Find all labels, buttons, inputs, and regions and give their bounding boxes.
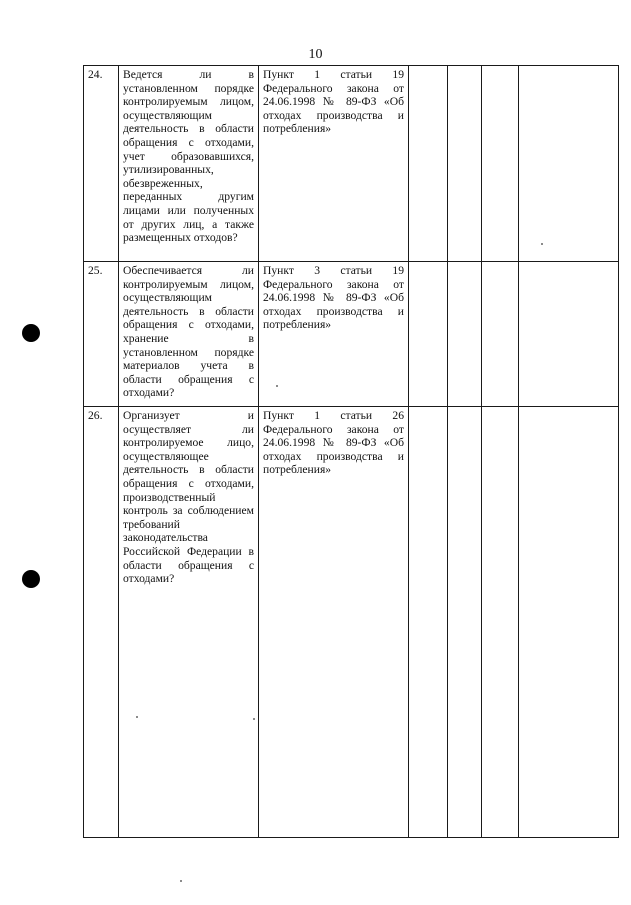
answer-no-cell[interactable] (448, 262, 482, 407)
answer-no-cell[interactable] (448, 66, 482, 262)
notes-cell[interactable] (519, 407, 619, 838)
punch-hole-bottom (22, 570, 40, 588)
legal-requirement-cell: Пункт 1 статьи 19 Федерального закона от 24.06.1998 № 89-ФЗ «Об отходах производства и потребления» (259, 66, 409, 262)
row-number: 26. (84, 407, 119, 838)
answer-yes-cell[interactable] (409, 66, 448, 262)
question-cell: Организует и осуществляет ли контролируемое лицо, осуществляющее деятельность в области обращения с отходами, производственный контроль за соблюдением требований законодательства Российской Федерации в области обращения с отходами? (119, 407, 259, 838)
page-number: 10 (308, 47, 323, 62)
scan-speck (180, 880, 182, 882)
row-number: 24. (84, 66, 119, 262)
notes-cell[interactable] (519, 66, 619, 262)
question-cell: Ведется ли в установленном порядке контролируемым лицом, осуществляющим деятельность в области обращения с отходами, учет образовавшихся, утилизированных, обезвреженных, переданных другим лицами или полученных от других лиц, а также размещенных отходов? (119, 66, 259, 262)
notes-cell[interactable] (519, 262, 619, 407)
row-number: 25. (84, 262, 119, 407)
answer-na-cell[interactable] (482, 66, 519, 262)
answer-no-cell[interactable] (448, 407, 482, 838)
answer-yes-cell[interactable] (409, 262, 448, 407)
table-row (84, 407, 619, 838)
legal-requirement-cell: Пункт 3 статьи 19 Федерального закона от 24.06.1998 № 89-ФЗ «Об отходах производства и потребления» (259, 262, 409, 407)
question-cell: Обеспечивается ли контролируемым лицом, осуществляющим деятельность в области обращения с отходами, хранение в установленном порядке материалов учета в области обращения с отходами? (119, 262, 259, 407)
legal-requirement-cell: Пункт 1 статьи 26 Федерального закона от 24.06.1998 № 89-ФЗ «Об отходах производства и потребления» (259, 407, 409, 838)
answer-na-cell[interactable] (482, 262, 519, 407)
answer-yes-cell[interactable] (409, 407, 448, 838)
punch-hole-top (22, 324, 40, 342)
table-row (84, 262, 619, 407)
answer-na-cell[interactable] (482, 407, 519, 838)
checklist-table (83, 65, 619, 838)
table-row (84, 66, 619, 262)
